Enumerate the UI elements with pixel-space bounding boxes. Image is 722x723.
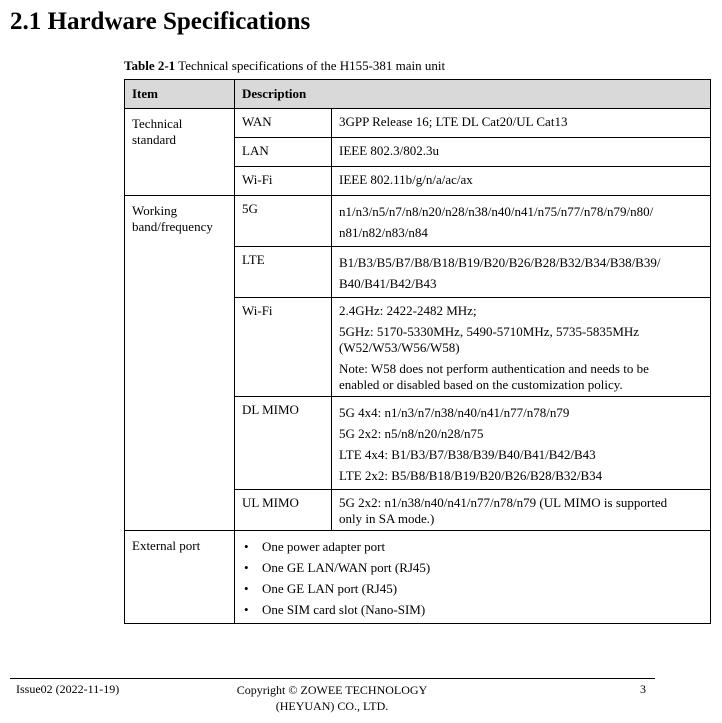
subitem-wifi-standard: Wi-Fi bbox=[235, 167, 332, 196]
bullet-icon: • bbox=[244, 539, 249, 554]
subitem-dl-mimo: DL MIMO bbox=[235, 397, 332, 490]
footer-copyright-line: (HEYUAN) CO., LTD. bbox=[275, 699, 389, 713]
value-dl-mimo bbox=[332, 397, 711, 490]
value-lte-line: B40/B41/B42/B43 bbox=[339, 276, 437, 291]
value-5g-line: n1/n3/n5/n7/n8/n20/n28/n38/n40/n41/n75/n77/n78/n79/n80/ bbox=[339, 204, 654, 219]
value-lte-line: B1/B3/B5/B7/B8/B18/B19/B20/B26/B28/B32/B34/B38/B39/ bbox=[339, 255, 661, 270]
wifi-note-line: enabled or disabled based on the customization policy. bbox=[339, 377, 623, 392]
value-lan: IEEE 802.3/802.3u bbox=[332, 138, 711, 167]
bullet-icon: • bbox=[244, 602, 249, 617]
specifications-table bbox=[124, 79, 711, 624]
bullet-icon: • bbox=[244, 560, 249, 575]
table-row bbox=[125, 109, 711, 138]
value-lte bbox=[332, 247, 711, 298]
value-5g bbox=[332, 196, 711, 247]
value-wan: 3GPP Release 16; LTE DL Cat20/UL Cat13 bbox=[332, 109, 711, 138]
table-header-row bbox=[125, 80, 711, 109]
footer-copyright-line: Copyright © ZOWEE TECHNOLOGY bbox=[236, 683, 428, 697]
subitem-lan: LAN bbox=[235, 138, 332, 167]
value-wifi-standard: IEEE 802.11b/g/n/a/ac/ax bbox=[332, 167, 711, 196]
footer-issue: Issue02 (2022-11-19) bbox=[16, 682, 120, 696]
external-port-list bbox=[242, 536, 703, 620]
wifi-5ghz-line: 5GHz: 5170-5330MHz, 5490-5710MHz, 5735-5835MHz bbox=[339, 324, 640, 339]
section-title: 2.1 Hardware Specifications bbox=[10, 8, 311, 35]
dl-mimo-line: 5G 4x4: n1/n3/n7/n38/n40/n41/n77/n78/n79 bbox=[339, 405, 570, 420]
list-item: • One GE LAN port (RJ45) bbox=[242, 578, 703, 599]
dl-mimo-line: 5G 2x2: n5/n8/n20/n28/n75 bbox=[339, 426, 484, 441]
subitem-5g: 5G bbox=[235, 196, 332, 247]
wifi-note-line: Note: W58 does not perform authentication and needs to be bbox=[339, 361, 649, 376]
wifi-5ghz-bands-line: (W52/W53/W56/W58) bbox=[339, 340, 460, 355]
item-working-band: Working band/frequency bbox=[125, 196, 235, 531]
header-description: Description bbox=[235, 80, 711, 109]
subitem-lte: LTE bbox=[235, 247, 332, 298]
value-ul-mimo bbox=[332, 490, 711, 531]
list-item: • One SIM card slot (Nano-SIM) bbox=[242, 599, 703, 620]
table-caption-text: Technical specifications of the H155-381 main unit bbox=[175, 58, 446, 73]
item-technical-standard: Technical standard bbox=[125, 109, 235, 196]
subitem-wan: WAN bbox=[235, 109, 332, 138]
value-external-port bbox=[235, 531, 711, 624]
value-wifi-band bbox=[332, 298, 711, 397]
list-item: • One power adapter port bbox=[242, 536, 703, 557]
footer-copyright bbox=[212, 682, 452, 714]
item-external-port: External port bbox=[125, 531, 235, 624]
value-5g-line: n81/n82/n83/n84 bbox=[339, 225, 428, 240]
footer-divider bbox=[10, 678, 655, 679]
table-caption-label: Table 2-1 bbox=[124, 58, 176, 73]
list-item: • One GE LAN/WAN port (RJ45) bbox=[242, 557, 703, 578]
subitem-ul-mimo: UL MIMO bbox=[235, 490, 332, 531]
wifi-24ghz-line: 2.4GHz: 2422-2482 MHz; bbox=[339, 303, 477, 318]
ul-mimo-line: 5G 2x2: n1/n38/n40/n41/n77/n78/n79 (UL MIMO is supported bbox=[339, 495, 668, 510]
bullet-icon: • bbox=[244, 581, 249, 596]
dl-mimo-line: LTE 2x2: B5/B8/B18/B19/B20/B26/B28/B32/B34 bbox=[339, 468, 603, 483]
table-row bbox=[125, 196, 711, 247]
header-item: Item bbox=[125, 80, 235, 109]
footer-page-number: 3 bbox=[640, 682, 646, 696]
subitem-wifi-band: Wi-Fi bbox=[235, 298, 332, 397]
table-caption bbox=[124, 57, 445, 75]
dl-mimo-line: LTE 4x4: B1/B3/B7/B38/B39/B40/B41/B42/B43 bbox=[339, 447, 596, 462]
ul-mimo-line: only in SA mode.) bbox=[339, 511, 435, 526]
table-row bbox=[125, 531, 711, 624]
